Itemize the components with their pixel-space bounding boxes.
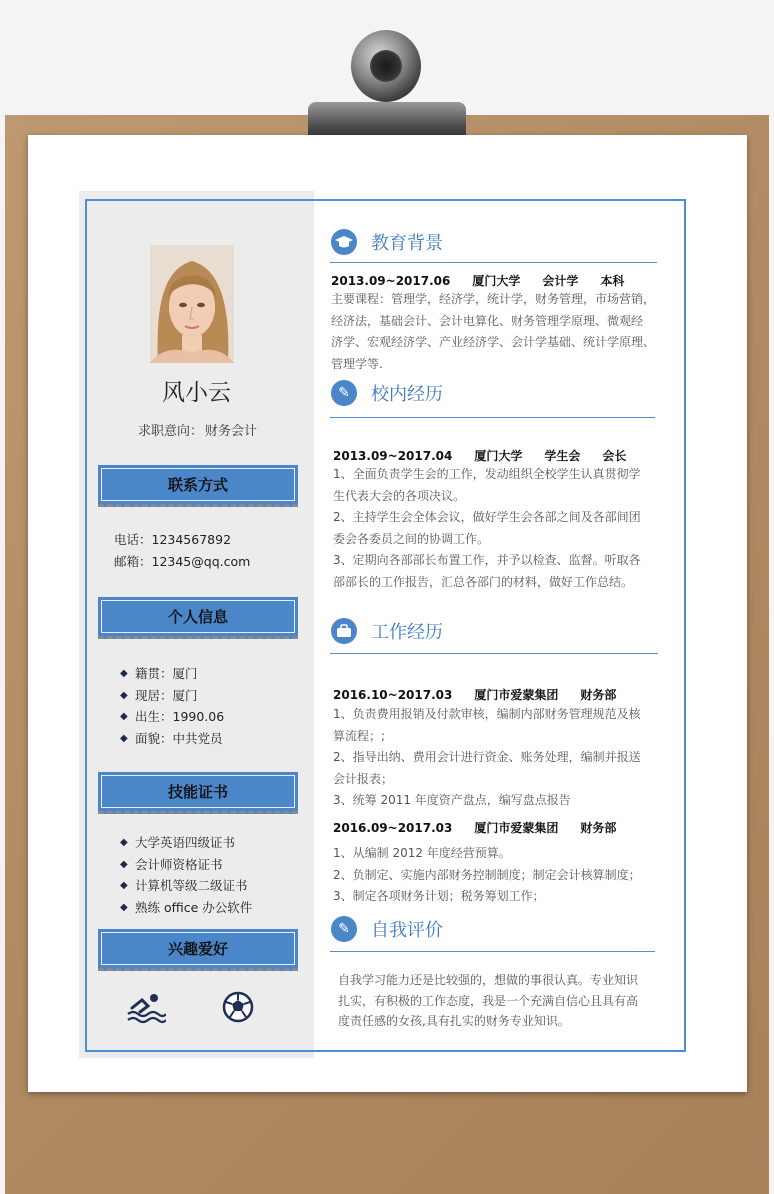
desc-line: 济学、宏观经济学、产业经济学、会计学基础、统计学原理、 [331, 335, 656, 349]
desc-line: 生代表大会的各项决议。 [333, 488, 466, 503]
list-item: ◆ 大学英语四级证书 [120, 832, 252, 854]
desc-line: 会计报表； [333, 771, 394, 786]
job-intent [79, 420, 314, 439]
campus-heading [331, 380, 443, 406]
contact-heading: 联系方式 [98, 465, 298, 507]
education-date: 2013.09~2017.06 [331, 274, 451, 288]
divider [330, 653, 658, 654]
desc-line: 3、统筹 2011 年度资产盘点，编写盘点报告 [333, 793, 571, 807]
edit-icon: ✎ [331, 380, 357, 406]
divider [330, 417, 655, 418]
job-desc [333, 843, 641, 908]
desc-line: 部部长的工作报告，汇总各部门的材料，做好工作总结。 [333, 574, 634, 589]
desc-line: 自我学习能力还是比较强的，想做的事很认真。专业知识 [338, 973, 639, 987]
job-dept: 财务部 [580, 688, 617, 702]
campus-school: 厦门大学 [474, 449, 523, 463]
football-icon [222, 991, 254, 1027]
campus-summary [333, 447, 648, 464]
self-title: 自我评价 [371, 920, 443, 941]
desc-line: 3、定期向各部部长布置工作，并予以检查、监督。听取各 [333, 553, 641, 567]
job-intent-value: 财务会计 [205, 424, 258, 439]
job-company: 厦门市爱蒙集团 [474, 821, 559, 835]
desc-line: 委会各委员之间的协调工作。 [333, 531, 490, 546]
candidate-name: 风小云 [162, 380, 231, 406]
desc-line: 2、主持学生会全体会议，做好学生会各部之间及各部间团 [333, 510, 641, 524]
desc-line: 度责任感的女孩,具有扎实的财务专业知识。 [338, 1014, 570, 1028]
job-dept: 财务部 [580, 821, 617, 835]
contact-info [114, 529, 250, 572]
education-desc [331, 289, 655, 375]
campus-org: 学生会 [544, 449, 581, 463]
work-title: 工作经历 [371, 622, 443, 643]
job-intent-label: 求职意向： [137, 424, 203, 439]
job-desc [333, 704, 641, 812]
desc-line: 管理学等. [331, 356, 383, 371]
graduation-cap-icon [331, 229, 357, 255]
list-item: ◆ 会计师资格证书 [120, 854, 252, 876]
certs-heading: 技能证书 [98, 772, 298, 814]
education-heading [331, 229, 443, 255]
divider [330, 951, 655, 952]
education-summary [331, 272, 646, 289]
education-school: 厦门大学 [472, 274, 521, 288]
desc-line: 2、指导出纳、费用会计进行资金、账务处理，编制并报送 [333, 750, 641, 764]
work-heading [331, 618, 443, 644]
campus-role: 会长 [602, 449, 627, 463]
desc-line: 1、负责费用报销及付款审核，编制内部财务管理规范及核 [333, 707, 641, 721]
education-title: 教育背景 [371, 233, 443, 254]
desc-line: 3、制定各项财务计划；税务筹划工作； [333, 889, 545, 903]
briefcase-icon [331, 618, 357, 644]
job-summary [333, 819, 638, 836]
list-item: ◆ 出生：1990.06 [120, 706, 224, 728]
profile-photo [150, 245, 234, 363]
divider [330, 262, 657, 263]
personal-list [120, 663, 224, 749]
desc-line: 1、全面负责学生会的工作，发动组织全校学生认真贯彻学 [333, 467, 641, 481]
campus-desc [333, 464, 641, 593]
job-date: 2016.09~2017.03 [333, 821, 453, 835]
email-text: 邮箱：12345@qq.com [114, 553, 251, 569]
list-item: ◆ 籍贯：厦门 [120, 663, 224, 685]
education-degree: 本科 [600, 274, 625, 288]
list-item: ◆ 熟练 office 办公软件 [120, 897, 252, 919]
edit-icon: ✎ [331, 916, 357, 942]
swimming-icon [126, 990, 166, 1028]
self-desc [338, 970, 638, 1032]
list-item: ◆ 现居：厦门 [120, 685, 224, 707]
job-date: 2016.10~2017.03 [333, 688, 453, 702]
desc-line: 扎实，有积极的工作态度，我是一个充满自信心且具有高 [338, 993, 639, 1008]
certs-list [120, 832, 252, 918]
phone-text: 电话：1234567892 [114, 532, 232, 547]
desc-line: 算流程；; [333, 728, 386, 743]
desc-line: 2、负制定、实施内部财务控制制度；制定会计核算制度； [333, 867, 641, 882]
list-item: ◆ 计算机等级二级证书 [120, 875, 252, 897]
hobbies-heading: 兴趣爱好 [98, 929, 298, 971]
self-heading [331, 916, 443, 942]
job-company: 厦门市爱蒙集团 [474, 688, 559, 702]
education-major: 会计学 [542, 274, 579, 288]
list-item: ◆ 面貌：中共党员 [120, 728, 224, 750]
personal-heading: 个人信息 [98, 597, 298, 639]
desc-line: 1、从编制 2012 年度经营预算。 [333, 846, 511, 860]
campus-date: 2013.09~2017.04 [333, 449, 453, 463]
campus-title: 校内经历 [371, 384, 443, 405]
desc-line: 主要课程：管理学，经济学，统计学，财务管理，市场营销， [331, 292, 656, 306]
desc-line: 经济法，基础会计、会计电算化、财务管理学原理、微观经 [331, 313, 644, 328]
job-summary [333, 686, 638, 703]
